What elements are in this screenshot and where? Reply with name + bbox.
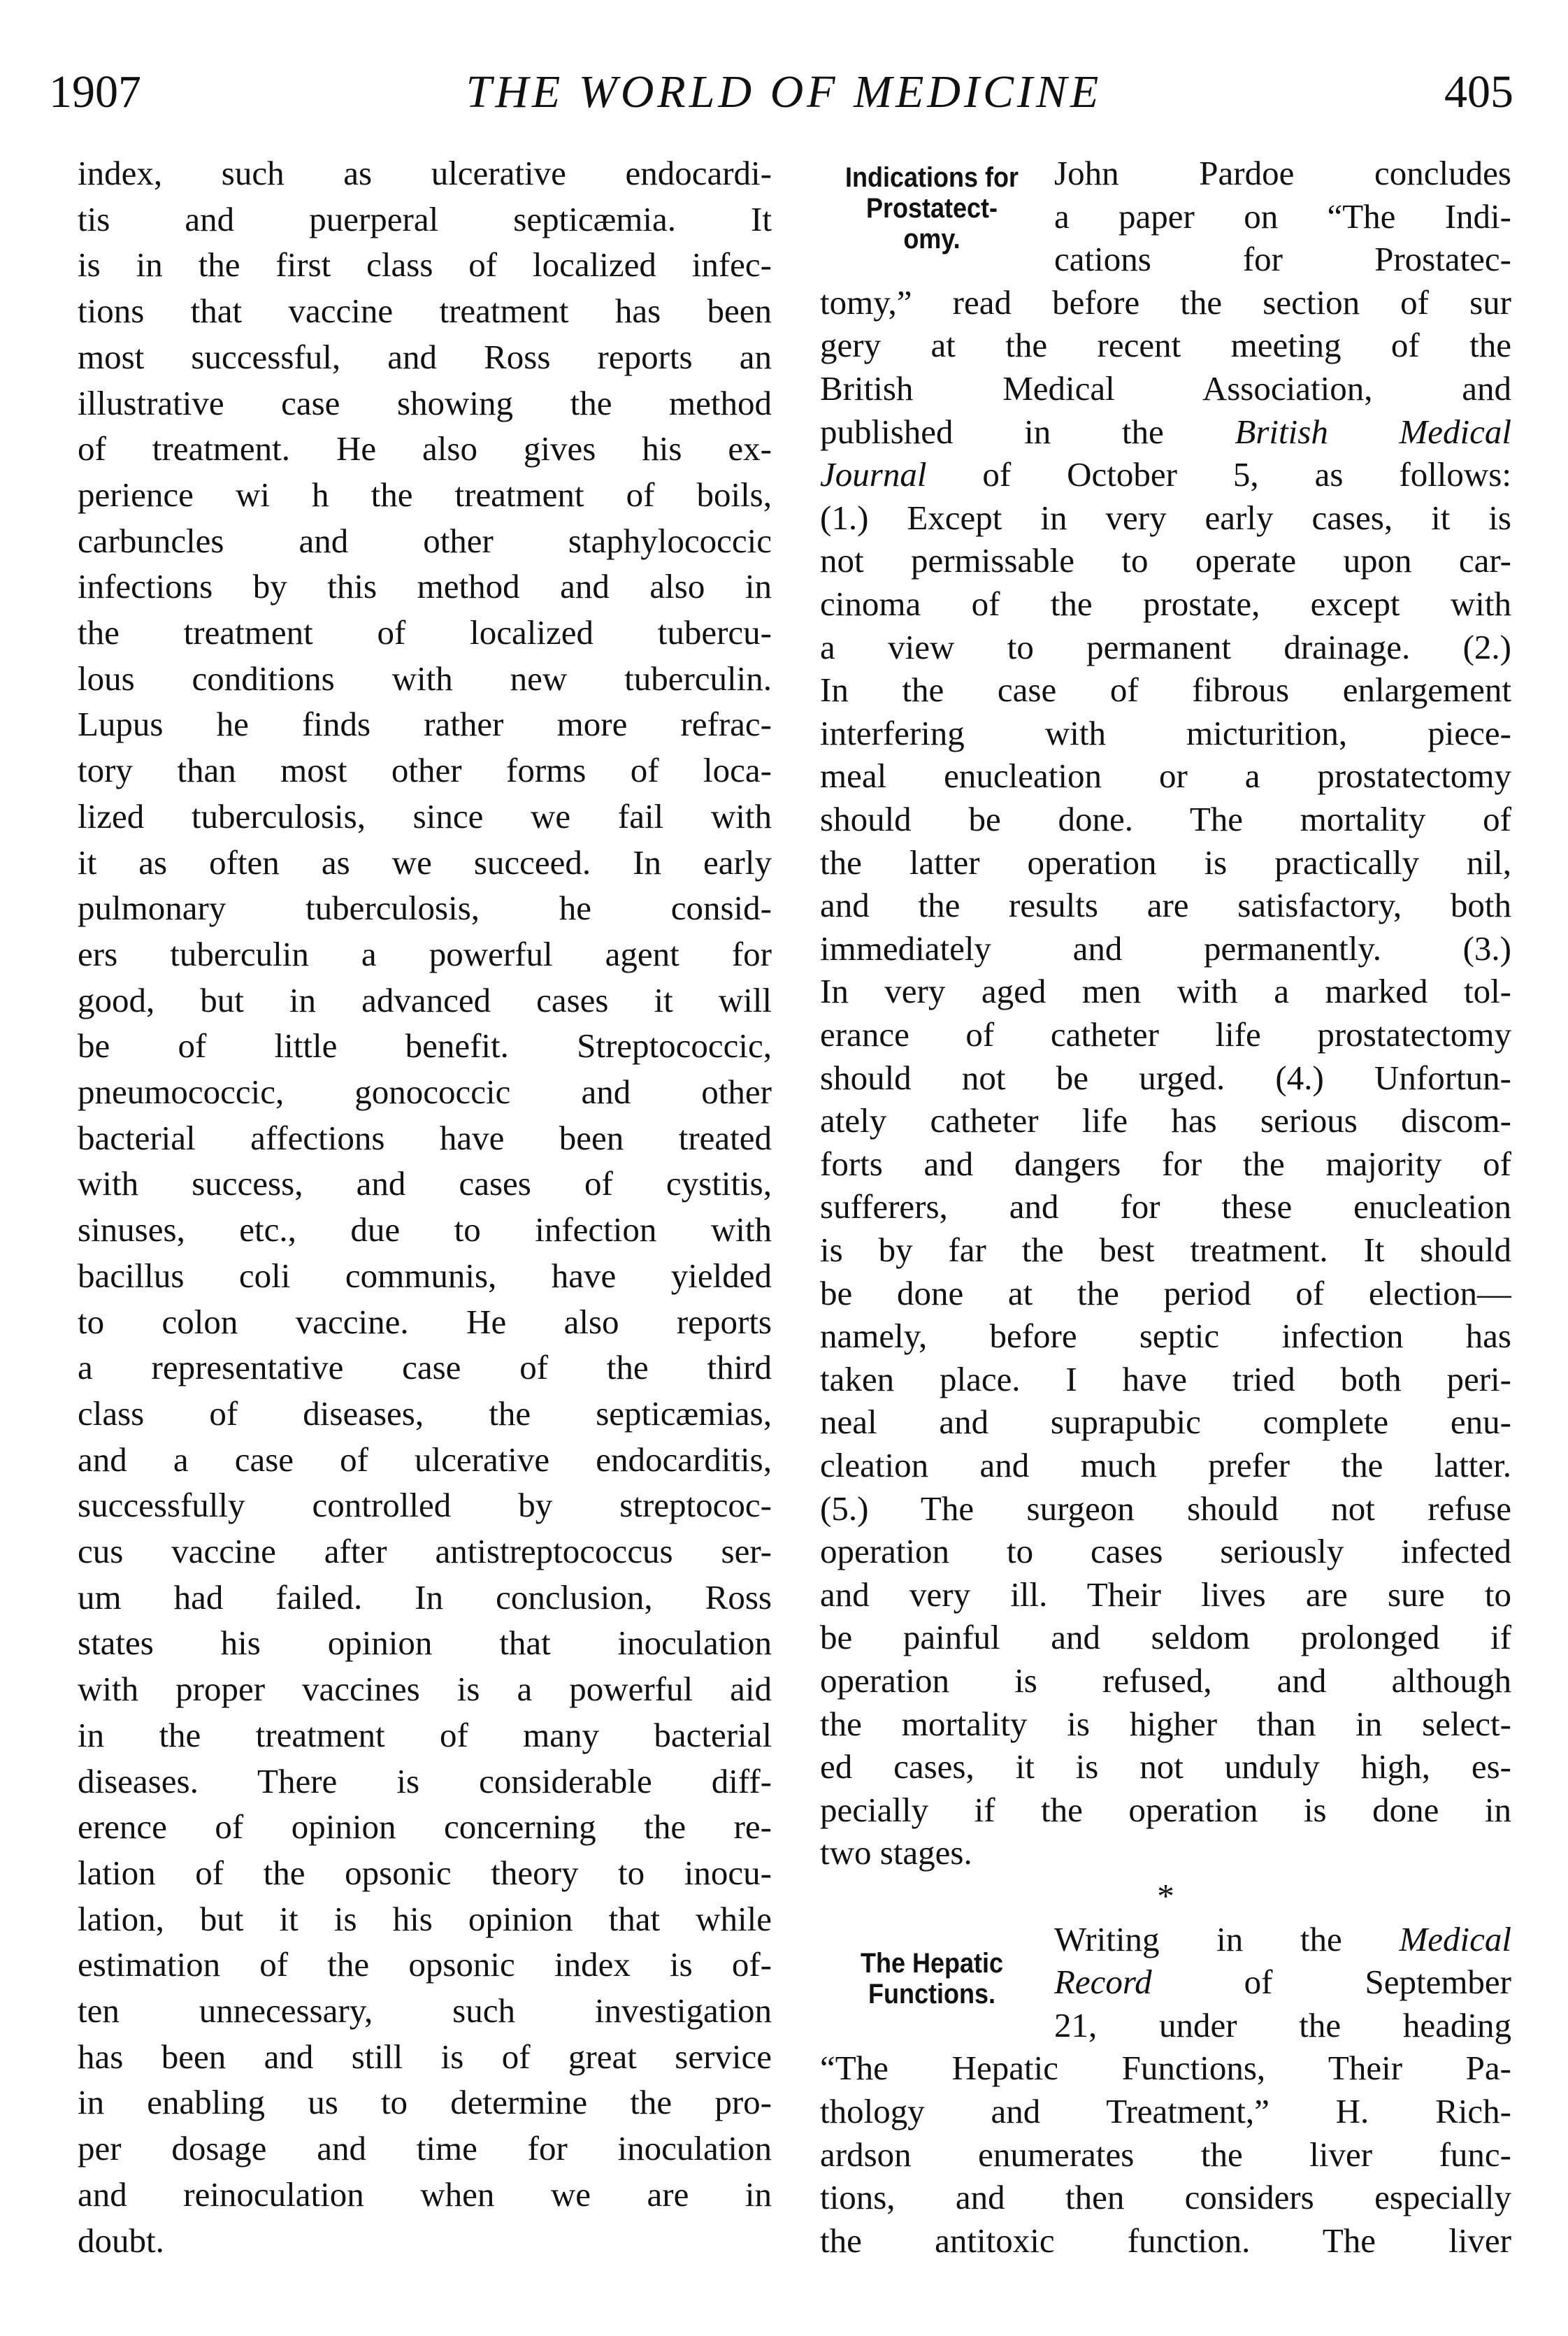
- text: *: [1157, 1877, 1174, 1915]
- text: tomy,” read before the section of sur: [820, 282, 1511, 322]
- text-line: [820, 410, 1511, 454]
- text-line: [820, 712, 1511, 755]
- text-line: [78, 1851, 772, 1895]
- text-line: [78, 1300, 772, 1344]
- text-line: [78, 1070, 772, 1114]
- sidenote-line: Prostatect-: [865, 193, 998, 224]
- text: is by far the best treatment. It should: [820, 1231, 1511, 1269]
- text-line: [820, 884, 1511, 927]
- text-line: [78, 1208, 772, 1252]
- text: meal enucleation or a prostatectomy: [820, 757, 1511, 796]
- text: with success, and cases of cystitis,: [78, 1164, 772, 1203]
- text-line: [820, 2090, 1511, 2133]
- text: and a case of ulcerative endocarditis,: [78, 1440, 772, 1479]
- text: the antitoxic function. The liver: [820, 2221, 1511, 2260]
- text: be painful and seldom prolonged if: [820, 1618, 1511, 1657]
- text-line: [78, 657, 772, 701]
- sidenote-indications-prostatectomy: [828, 162, 1036, 255]
- text-line: [820, 2133, 1511, 2177]
- sidenote-line: The Hepatic: [860, 1948, 1004, 1979]
- text: pecially if the operation is done in: [820, 1790, 1511, 1829]
- text-line: [78, 1346, 772, 1389]
- text: of treatment. He also gives his ex-: [78, 429, 772, 468]
- text: ately catheter life has serious discom-: [820, 1101, 1511, 1140]
- text-line: [78, 1760, 772, 1803]
- text: taken place. I have tried both peri-: [820, 1359, 1511, 1398]
- text-line: [78, 841, 772, 884]
- text-line: [78, 749, 772, 792]
- text: ardson enumerates the liver func-: [820, 2135, 1511, 2174]
- text: states his opinion that inoculation: [78, 1624, 772, 1663]
- text: cations for Prostatec-: [1054, 240, 1511, 279]
- text-line: [820, 1530, 1511, 1573]
- page-number: 405: [1444, 66, 1513, 117]
- text-line: [820, 2047, 1511, 2090]
- text: “The Hepatic Functions, Their Pa-: [820, 2049, 1511, 2088]
- text: ten unnecessary, such investigation: [78, 1991, 772, 2030]
- text-line: [78, 2035, 772, 2079]
- text-line: [820, 1314, 1511, 1358]
- text-line: [78, 795, 772, 838]
- text: two stages.: [820, 1833, 972, 1872]
- text-line: [78, 1576, 772, 1619]
- text-line: [820, 324, 1511, 367]
- text-line: [820, 1444, 1511, 1487]
- text-line: [820, 1185, 1511, 1228]
- text: successfully controlled by streptococ-: [78, 1486, 772, 1525]
- text: ed cases, it is not unduly high, es-: [820, 1747, 1511, 1786]
- text: um had failed. In conclusion, Ross: [78, 1577, 772, 1617]
- text-line: [78, 1714, 772, 1757]
- text-line: [820, 754, 1511, 798]
- text: has been and still is of great service: [78, 2037, 772, 2076]
- text-line: [78, 1989, 772, 2033]
- text: erance of catheter life prostatectomy: [820, 1015, 1511, 1054]
- text-line: [820, 1400, 1511, 1444]
- text-line: [820, 1745, 1511, 1789]
- text: immediately and permanently. (3.): [820, 929, 1511, 968]
- italic-text: Record: [1054, 1963, 1152, 2002]
- text: the treatment of localized tubercu-: [78, 613, 772, 652]
- text-line: [820, 1789, 1511, 1832]
- italic-text: British Medical: [1235, 412, 1511, 451]
- text-line: [78, 1484, 772, 1527]
- text: a paper on “The Indi-: [1054, 196, 1511, 236]
- text: most successful, and Ross reports an: [78, 337, 772, 376]
- text-line: [820, 1142, 1511, 1186]
- text: Writing in the: [1054, 1919, 1400, 1958]
- text: in enabling us to determine the pro-: [78, 2083, 772, 2122]
- text: is in the first class of localized infec-: [78, 245, 772, 285]
- text-line: [78, 473, 772, 517]
- text-line: [78, 1668, 772, 1711]
- text: should not be urged. (4.) Unfortun-: [820, 1058, 1511, 1097]
- text-line: [820, 798, 1511, 841]
- text-line: [820, 970, 1511, 1013]
- text: estimation of the opsonic index is of-: [78, 1945, 772, 1984]
- text: cinoma of the prostate, except with: [820, 585, 1511, 623]
- text-line: [78, 1438, 772, 1482]
- text: Lupus he finds rather more refrac-: [78, 705, 772, 744]
- text-line: [820, 1875, 1511, 1918]
- text-line: [820, 1573, 1511, 1617]
- text: interfering with micturition, piece-: [820, 713, 1511, 752]
- text: per dosage and time for inoculation: [78, 2129, 772, 2168]
- text-line: [1054, 152, 1511, 195]
- text-line: [78, 1898, 772, 1941]
- text-line: [78, 2081, 772, 2124]
- text: pneumococcic, gonococcic and other: [78, 1073, 772, 1111]
- text-line: [1054, 1961, 1511, 2004]
- text-line: [820, 1831, 1511, 1875]
- text-line: [78, 198, 772, 241]
- text-line: [820, 1013, 1511, 1056]
- text: lous conditions with new tuberculin.: [78, 659, 772, 698]
- text-line: [820, 626, 1511, 669]
- text: of September: [1151, 1963, 1511, 2002]
- text-line: [78, 565, 772, 608]
- text-line: [1054, 195, 1511, 238]
- text: carbuncles and other staphylococcic: [78, 521, 772, 560]
- text: in the treatment of many bacterial: [78, 1715, 772, 1754]
- text: it as often as we succeed. In early: [78, 843, 772, 882]
- text: pulmonary tuberculosis, he consid-: [78, 889, 772, 928]
- text-line: [78, 243, 772, 287]
- text-line: [820, 1616, 1511, 1659]
- text: good, but in advanced cases it will: [78, 980, 772, 1019]
- text-line: [820, 496, 1511, 540]
- text: (5.) The surgeon should not refuse: [820, 1489, 1511, 1528]
- text-line: [820, 927, 1511, 970]
- text: British Medical Association, and: [820, 369, 1511, 408]
- text: class of diseases, the septicæmias,: [78, 1393, 772, 1433]
- text-line: [78, 289, 772, 333]
- text-line: [820, 841, 1511, 884]
- text-line: [820, 539, 1511, 582]
- text: the latter operation is practically nil,: [820, 843, 1511, 882]
- text-line: [820, 1659, 1511, 1703]
- text: erence of opinion concerning the re-: [78, 1807, 772, 1847]
- text: tory than most other forms of loca-: [78, 751, 772, 790]
- text: (1.) Except in very early cases, it is: [820, 498, 1511, 537]
- text-line: [78, 1117, 772, 1160]
- text-line: [820, 281, 1511, 324]
- text: be of little benefit. Streptococcic,: [78, 1026, 772, 1066]
- text: sinuses, etc., due to infection with: [78, 1210, 772, 1249]
- text: published in the: [820, 412, 1235, 451]
- text: gery at the recent meeting of the: [820, 326, 1511, 365]
- text-line: [78, 427, 772, 471]
- text-line: [78, 1805, 772, 1849]
- text: lized tuberculosis, since we fail with: [78, 796, 772, 836]
- text-line: [820, 1099, 1511, 1142]
- text: cleation and much prefer the latter.: [820, 1446, 1511, 1484]
- text: a view to permanent drainage. (2.): [820, 627, 1511, 666]
- italic-text: Medical: [1399, 1919, 1511, 1958]
- text: neal and suprapubic complete enu-: [820, 1403, 1511, 1442]
- text-line: [820, 2176, 1511, 2219]
- text-line: [78, 887, 772, 930]
- text: tions, and then considers especially: [820, 2178, 1511, 2217]
- text: tions that vaccine treatment has been: [78, 292, 772, 331]
- text-line: [78, 519, 772, 563]
- text: diseases. There is considerable diff-: [78, 1761, 772, 1800]
- text: ers tuberculin a powerful agent for: [78, 934, 772, 973]
- text: of October 5, as follows:: [926, 455, 1511, 494]
- text-line: [78, 336, 772, 379]
- text-line: [820, 1228, 1511, 1272]
- text-line: [78, 1024, 772, 1068]
- text: forts and dangers for the majority of: [820, 1144, 1511, 1183]
- text-line: [78, 1621, 772, 1665]
- year-header: 1907: [49, 66, 141, 117]
- text: and reinoculation when we are in: [78, 2174, 772, 2214]
- text-line: [78, 1254, 772, 1298]
- text: to colon vaccine. He also reports: [78, 1302, 772, 1341]
- text: John Pardoe concludes: [1054, 154, 1511, 192]
- text: 21, under the heading: [1054, 2005, 1511, 2044]
- text-line: [820, 367, 1511, 410]
- text: with proper vaccines is a powerful aid: [78, 1670, 772, 1709]
- text-line: [78, 703, 772, 746]
- text-line: [820, 582, 1511, 626]
- sidenote-line: Indications for: [844, 162, 1019, 193]
- italic-text: Journal: [820, 455, 927, 494]
- text: not permissable to operate upon car-: [820, 541, 1511, 580]
- text-line: [820, 2219, 1511, 2263]
- text-line: [1054, 2004, 1511, 2047]
- text-line: [78, 382, 772, 425]
- text: lation, but it is his opinion that while: [78, 1899, 772, 1938]
- text-line: [78, 2127, 772, 2170]
- text: and the results are satisfactory, both: [820, 886, 1511, 925]
- text: operation to cases seriously infected: [820, 1532, 1511, 1571]
- text: bacterial affections have been treated: [78, 1118, 772, 1157]
- text: cus vaccine after antistreptococcus ser-: [78, 1532, 772, 1570]
- text-line: [820, 1487, 1511, 1531]
- sidenote-line: Functions.: [868, 1979, 995, 2009]
- text-line: [820, 1272, 1511, 1315]
- text: In the case of fibrous enlargement: [820, 671, 1511, 710]
- running-title: THE WORLD OF MEDICINE: [466, 66, 1102, 117]
- sidenote-hepatic-functions: [828, 1948, 1036, 2009]
- sidenote-line: omy.: [903, 224, 961, 255]
- text: namely, before septic infection has: [820, 1317, 1511, 1356]
- text: In very aged men with a marked tol-: [820, 972, 1511, 1011]
- text-line: [78, 979, 772, 1022]
- text-line: [820, 1056, 1511, 1100]
- text-line: [78, 1392, 772, 1435]
- text: index, such as ulcerative endocardi-: [78, 154, 772, 192]
- text-line: [78, 933, 772, 976]
- text-line: [820, 1358, 1511, 1401]
- text-line: [78, 1943, 772, 1986]
- text: and very ill. Their lives are sure to: [820, 1575, 1511, 1614]
- text-line: [820, 668, 1511, 712]
- text: be done at the period of election—: [820, 1273, 1511, 1312]
- text: perience wi h the treatment of boils,: [78, 475, 772, 514]
- text-line: [78, 2173, 772, 2216]
- text-line: [820, 453, 1511, 496]
- text-line: [78, 2219, 772, 2263]
- text: thology and Treatment,” H. Rich-: [820, 2092, 1511, 2130]
- text: doubt.: [78, 2221, 164, 2260]
- text-line: [78, 1530, 772, 1573]
- text-line: [820, 1703, 1511, 1746]
- text: should be done. The mortality of: [820, 800, 1511, 838]
- text-line: [1054, 1918, 1511, 1961]
- text: operation is refused, and although: [820, 1661, 1511, 1700]
- text: infections by this method and also in: [78, 567, 772, 606]
- text: a representative case of the third: [78, 1348, 772, 1387]
- text: the mortality is higher than in select-: [820, 1704, 1511, 1743]
- text-line: [1054, 238, 1511, 281]
- text: lation of the opsonic theory to inocu-: [78, 1853, 772, 1892]
- text-line: [78, 152, 772, 195]
- text: bacillus coli communis, have yielded: [78, 1256, 772, 1295]
- text-line: [78, 1162, 772, 1205]
- text: tis and puerperal septicæmia. It: [78, 199, 772, 238]
- text: sufferers, and for these enucleation: [820, 1187, 1511, 1226]
- text: illustrative case showing the method: [78, 383, 772, 422]
- text-line: [78, 611, 772, 654]
